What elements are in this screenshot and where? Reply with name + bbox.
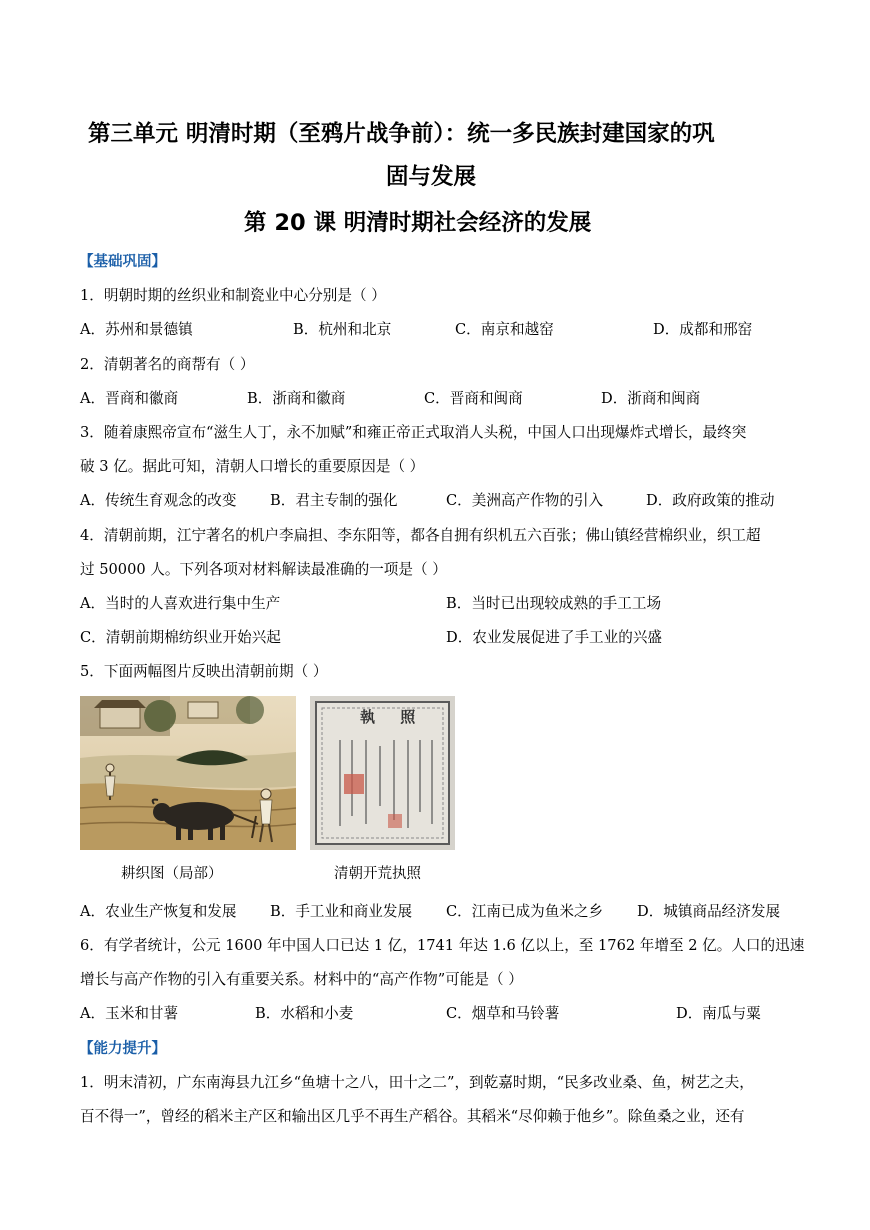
section-heading-advanced: 【能力提升】: [79, 1041, 166, 1057]
question-6-stem-line1: 6．有学者统计，公元 1600 年中国人口已达 1 亿，1741 年达 1.6 亿以上，至 1762 年增至 2 亿。人口的迅速: [80, 937, 805, 954]
question-3-option-a: A．传统生育观念的改变: [80, 492, 237, 509]
question-5-option-a: A．农业生产恢复和发展: [80, 903, 237, 920]
question-1-stem: 1．明朝时期的丝织业和制瓷业中心分别是（ ）: [80, 287, 386, 304]
question-6-option-d: D．南瓜与粟: [676, 1005, 761, 1022]
question-6-option-a: A．玉米和甘薯: [80, 1005, 179, 1022]
question-6-option-c: C．烟草和马铃薯: [446, 1005, 560, 1022]
question-4-option-b: B．当时已出现较成熟的手工工场: [446, 595, 662, 612]
question-4-option-a: A．当时的人喜欢进行集中生产: [80, 595, 281, 612]
question-5-option-b: B．手工业和商业发展: [270, 903, 413, 920]
unit-title-line1: 第三单元 明清时期（至鸦片战争前）：统一多民族封建国家的巩: [88, 121, 715, 147]
question-1-option-b: B．杭州和北京: [293, 321, 392, 338]
question-6-option-b: B．水稻和小麦: [255, 1005, 354, 1022]
question-2-option-a: A．晋商和徽商: [80, 390, 179, 407]
question-3-option-c: C．美洲高产作物的引入: [446, 492, 604, 509]
advanced-question-1-line1: 1．明末清初，广东南海县九江乡“鱼塘十之八，田十之二”，到乾嘉时期，“民多改业桑、鱼，树艺之夫，: [80, 1074, 754, 1091]
question-3-stem-line2: 破 3 亿。据此可知，清朝人口增长的重要原因是（ ）: [80, 458, 425, 475]
advanced-question-1-line2: 百不得一”，曾经的稻米主产区和输出区几乎不再生产稻谷。其稻米“尽仰赖于他乡”。除鱼桑之业，还有: [80, 1108, 745, 1125]
reclamation-license-caption: 清朝开荒执照: [334, 866, 421, 882]
question-2-option-b: B．浙商和徽商: [247, 390, 346, 407]
question-2-option-c: C．晋商和闽商: [424, 390, 523, 407]
section-heading-basic: 【基础巩固】: [79, 254, 166, 270]
question-3-option-b: B．君主专制的强化: [270, 492, 398, 509]
unit-title-line2: 固与发展: [386, 164, 477, 190]
question-5-option-c: C．江南已成为鱼米之乡: [446, 903, 604, 920]
question-4-stem-line2: 过 50000 人。下列各项对材料解读最准确的一项是（ ）: [80, 561, 447, 578]
question-1-option-a: A．苏州和景德镇: [80, 321, 193, 338]
question-3-stem-line1: 3．随着康熙帝宣布“滋生人丁，永不加赋”和雍正帝正式取消人头税，中国人口出现爆炸式增长，最终突: [80, 424, 747, 441]
question-1-option-c: C．南京和越窑: [455, 321, 554, 338]
farming-painting-caption: 耕织图（局部）: [121, 866, 223, 882]
license-heading-text: 執 照: [360, 708, 426, 726]
question-5-option-d: D．城镇商品经济发展: [637, 903, 781, 920]
question-4-option-d: D．农业发展促进了手工业的兴盛: [446, 629, 663, 646]
question-3-option-d: D．政府政策的推动: [646, 492, 775, 509]
reclamation-license-image: [310, 696, 455, 850]
farming-painting-image: [80, 696, 296, 850]
question-2-option-d: D．浙商和闽商: [601, 390, 701, 407]
lesson-title: 第 20 课 明清时期社会经济的发展: [244, 210, 592, 236]
question-2-stem: 2．清朝著名的商帮有（ ）: [80, 356, 255, 373]
question-6-stem-line2: 增长与高产作物的引入有重要关系。材料中的“高产作物”可能是（ ）: [80, 971, 523, 988]
question-1-option-d: D．成都和邢窑: [653, 321, 753, 338]
question-5-stem: 5．下面两幅图片反映出清朝前期（ ）: [80, 663, 328, 680]
question-4-stem-line1: 4．清朝前期，江宁著名的机户李扁担、李东阳等，都各自拥有织机五六百张；佛山镇经营棉织业，织工超: [80, 527, 761, 544]
question-4-option-c: C．清朝前期棉纺织业开始兴起: [80, 629, 281, 646]
